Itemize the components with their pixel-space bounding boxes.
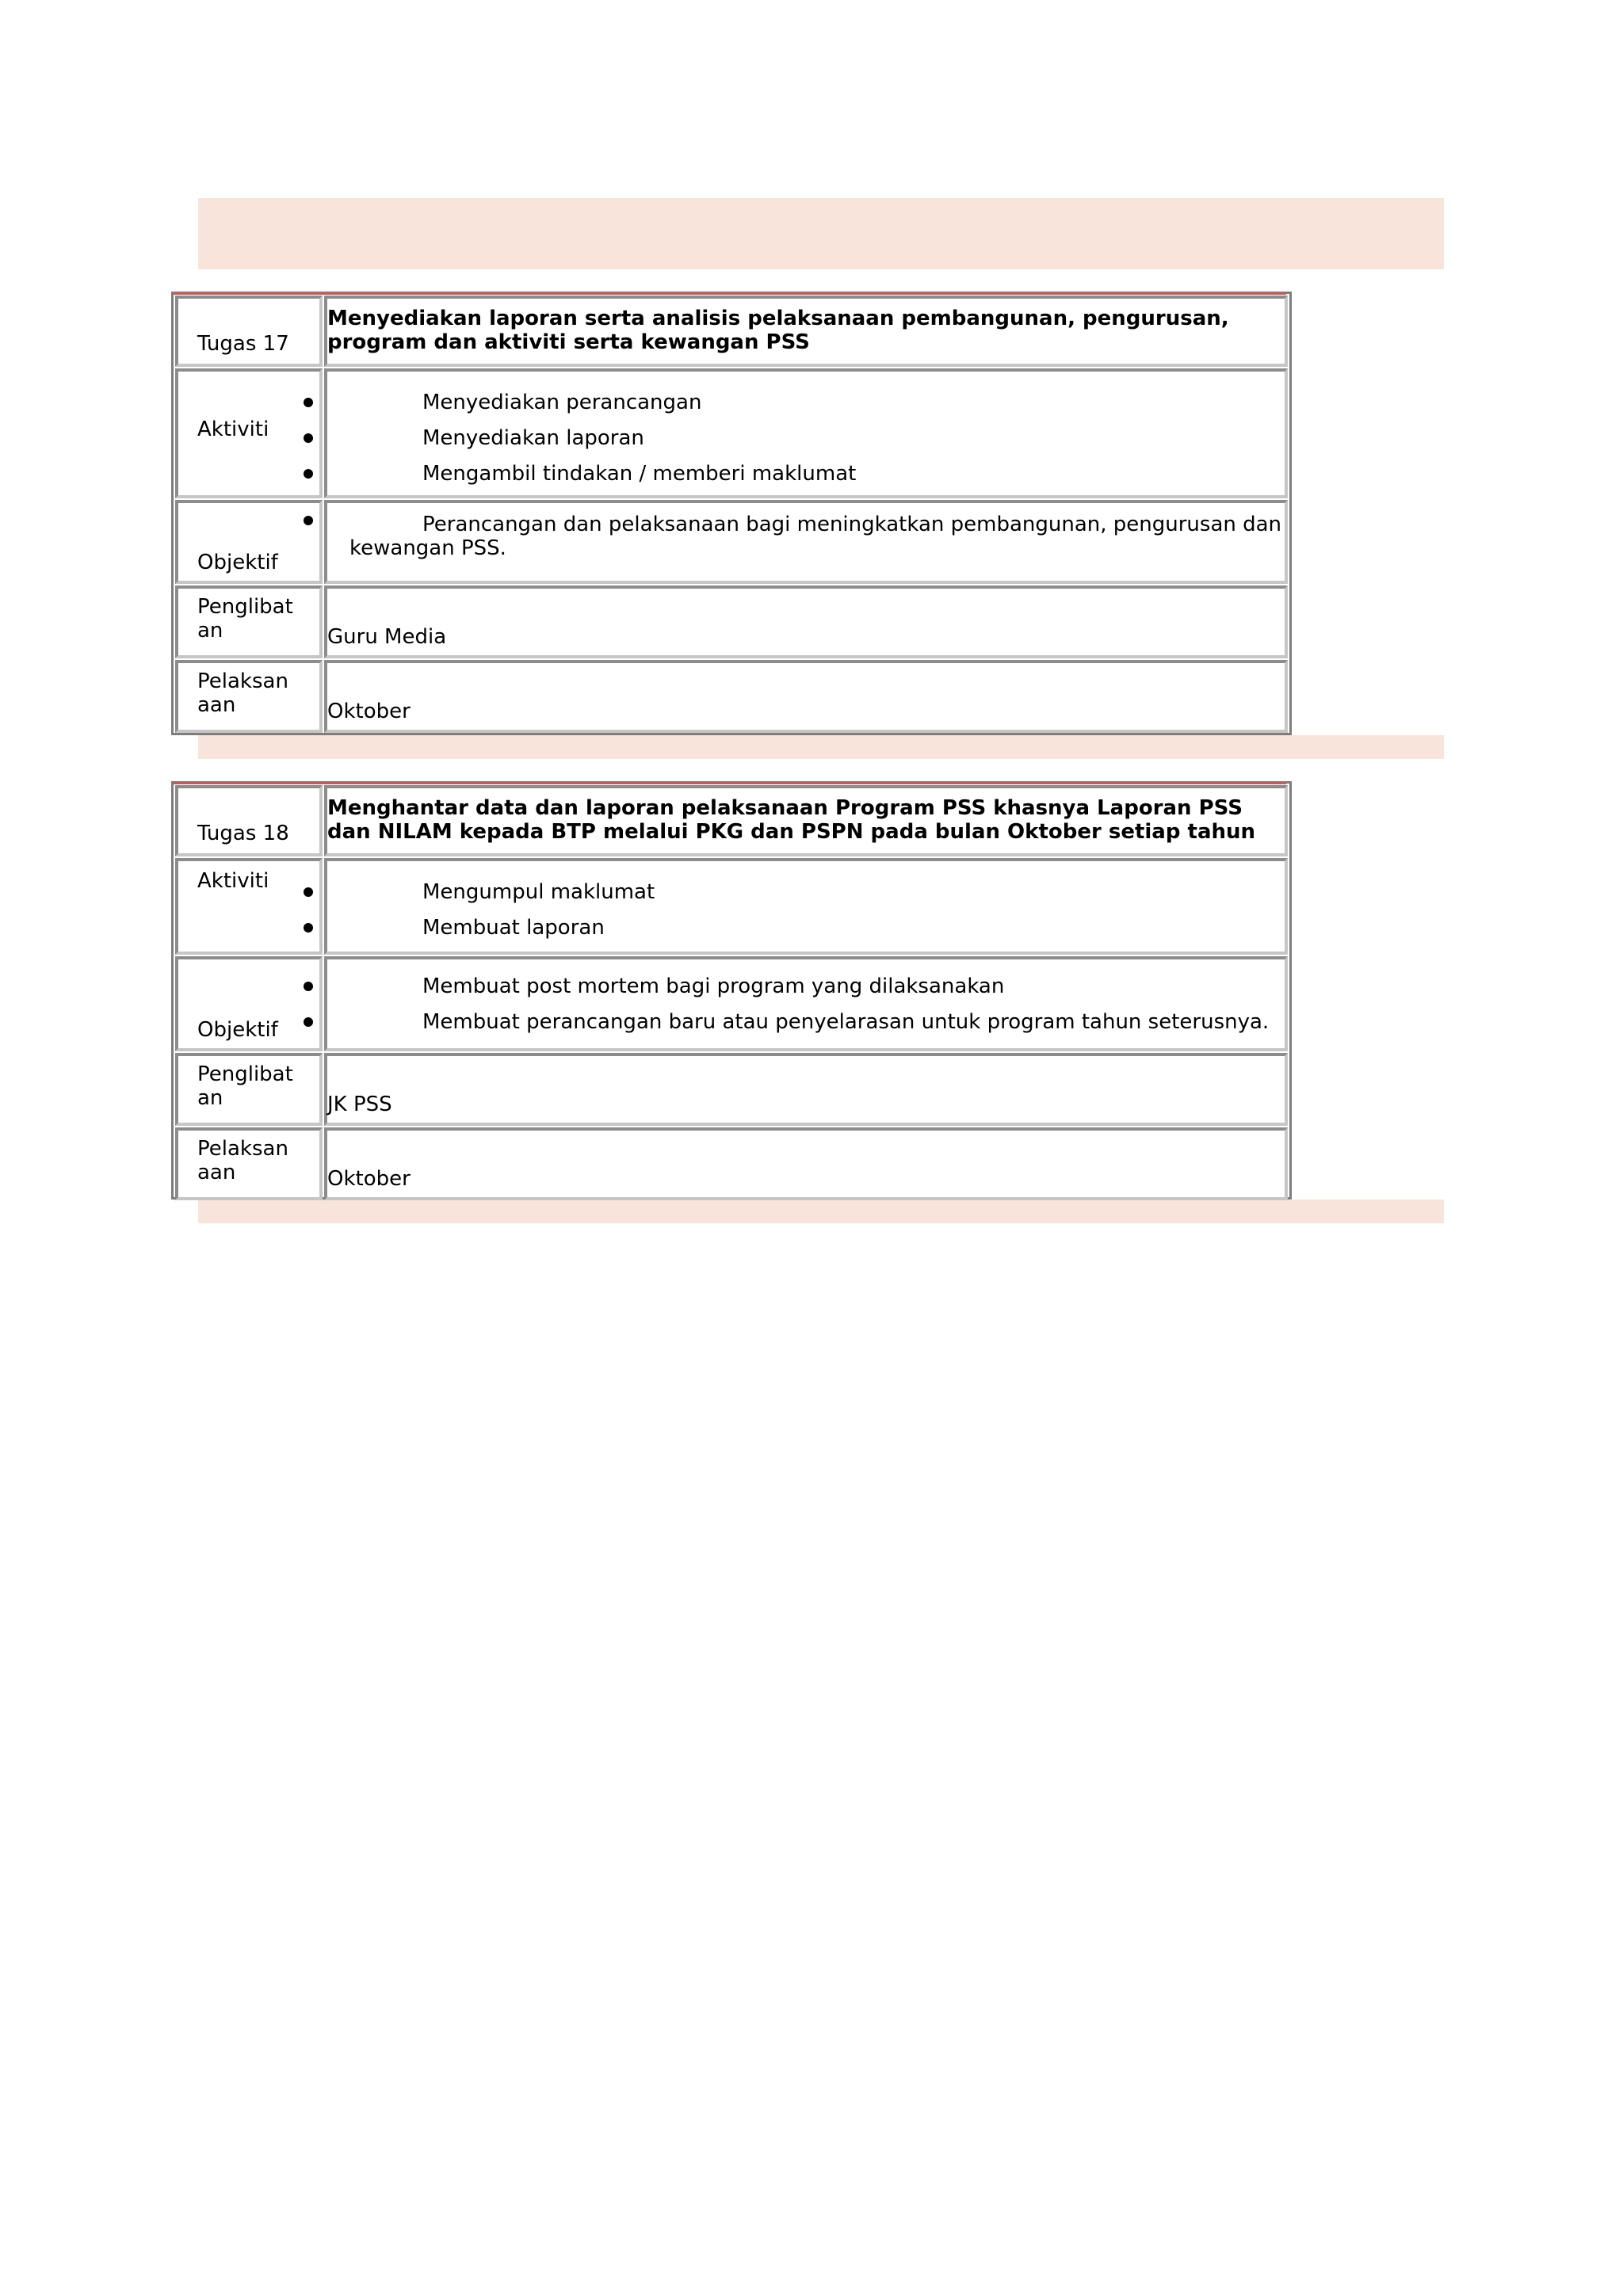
task-table (171, 292, 1292, 735)
objektif-cell (324, 956, 1288, 1051)
aktiviti-cell (324, 368, 1288, 498)
task-label: Tugas 18 (197, 822, 289, 845)
separator-band (198, 735, 1444, 759)
aktiviti-label-cell (175, 368, 323, 498)
task-label: Tugas 17 (197, 332, 289, 356)
penglibatan-cell (324, 1053, 1288, 1126)
bullet-icon (304, 469, 313, 479)
objektif-cell (324, 500, 1288, 584)
bullet-icon (304, 982, 313, 991)
list-item: Mengumpul maklumat (327, 875, 1285, 910)
table-top-rule (174, 783, 1286, 784)
list-item: Membuat post mortem bagi program yang dilaksanakan (327, 969, 1285, 1005)
pelaksanaan-label-cell (175, 660, 323, 733)
list-item: Mengambil tindakan / memberi maklumat (327, 456, 1285, 492)
task-label-cell (175, 296, 323, 367)
pelaksanaan-label: Pelaksan aan (197, 1137, 288, 1184)
task-title-cell (324, 296, 1288, 367)
aktiviti-cell (324, 858, 1288, 955)
bullet-icon (304, 398, 313, 407)
task-title: Menyediakan laporan serta analisis pelaksanaan pembangunan, pengurusan, program dan aktiviti serta kewangan PSS (327, 307, 1229, 354)
objektif-label-cell (175, 500, 323, 584)
list-item: Menyediakan laporan (327, 421, 1285, 456)
list-item: Membuat perancangan baru atau penyelarasan untuk program tahun seterusnya. (327, 1005, 1285, 1040)
objektif-text-cont: kewangan PSS. (349, 536, 506, 560)
penglibatan-label: Penglibat an (197, 1062, 293, 1110)
table-top-rule (174, 293, 1286, 295)
task-title: Menghantar data dan laporan pelaksanaan Program PSS khasnya Laporan PSS dan NILAM kepada BTP melalui PKG dan PSPN pada bulan Oktober setiap tahun (327, 796, 1256, 844)
header-band (198, 198, 1444, 269)
aktiviti-label-cell (175, 858, 323, 955)
separator-band (198, 1199, 1444, 1223)
penglibatan-cell (324, 585, 1288, 658)
aktiviti-label: Aktiviti (197, 869, 269, 893)
bullet-icon (304, 433, 313, 443)
task-label-cell (175, 785, 323, 856)
bullet-icon (304, 1017, 313, 1027)
pelaksanaan-label-cell (175, 1127, 323, 1200)
penglibatan-label-cell (175, 585, 323, 658)
pelaksanaan-value: Oktober (327, 700, 411, 723)
penglibatan-value: JK PSS (327, 1093, 392, 1116)
bullet-icon (304, 516, 313, 525)
penglibatan-label-cell (175, 1053, 323, 1126)
penglibatan-value: Guru Media (327, 625, 447, 649)
aktiviti-label: Aktiviti (197, 418, 269, 441)
penglibatan-label: Penglibat an (197, 595, 293, 643)
task-table (171, 781, 1292, 1199)
bullet-icon (304, 923, 313, 933)
pelaksanaan-value: Oktober (327, 1167, 411, 1191)
task-title-cell (324, 785, 1288, 856)
objektif-label-cell (175, 956, 323, 1051)
pelaksanaan-cell (324, 1127, 1288, 1200)
pelaksanaan-label: Pelaksan aan (197, 669, 288, 717)
objektif-label: Objektif (197, 1018, 278, 1042)
list-item: Membuat laporan (327, 910, 1285, 946)
objektif-label: Objektif (197, 551, 278, 574)
objektif-text: Perancangan dan pelaksanaan bagi meningkatkan pembangunan, pengurusan dan (422, 513, 1282, 536)
pelaksanaan-cell (324, 660, 1288, 733)
bullet-icon (304, 887, 313, 897)
list-item: Menyediakan perancangan (327, 385, 1285, 421)
